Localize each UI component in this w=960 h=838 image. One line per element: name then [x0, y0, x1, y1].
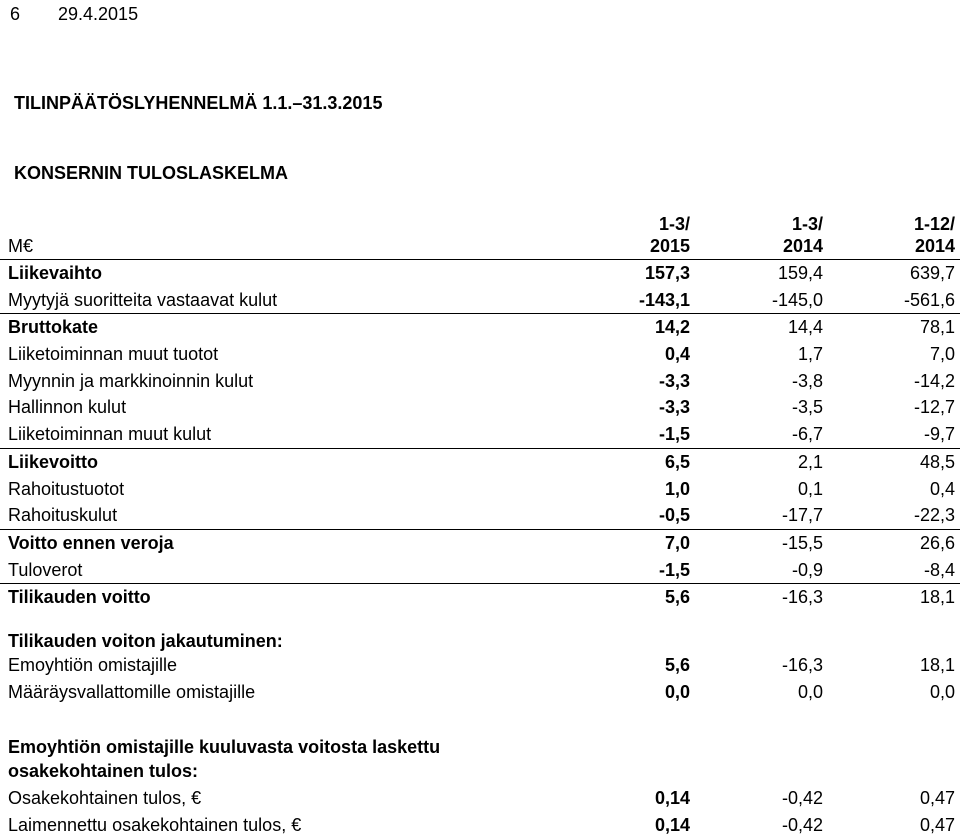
row-label: Liikevoitto: [8, 451, 99, 472]
value-col3: -12,7: [913, 397, 955, 418]
value-col1: 1,0: [664, 478, 690, 499]
column-header-line: 2015: [649, 236, 690, 256]
table-row: [0, 502, 960, 529]
column-header-line: 2014: [914, 236, 955, 256]
row-label: Rahoituskulut: [8, 505, 118, 526]
value-col1: 6,5: [664, 451, 690, 472]
table-row: [0, 287, 960, 314]
value-col2: -17,7: [781, 505, 823, 526]
column-header-line: 1-3/: [791, 214, 823, 234]
value-col3: 48,5: [919, 451, 955, 472]
value-col1: -3,3: [658, 397, 690, 418]
value-col3: 18,1: [919, 587, 955, 608]
value-col3: 78,1: [919, 317, 955, 338]
value-col1: 0,14: [654, 814, 690, 835]
table-row: [0, 368, 960, 395]
row-label: Tuloverot: [8, 559, 83, 580]
table-row: [0, 259, 960, 287]
distribution-title: Tilikauden voiton jakautuminen:: [8, 631, 283, 651]
report-title: TILINPÄÄTÖSLYHENNELMÄ 1.1.–31.3.2015: [14, 93, 383, 113]
table-row: [0, 313, 960, 341]
value-col3: 0,4: [929, 478, 955, 499]
value-col1: 14,2: [654, 317, 690, 338]
page-header: [10, 4, 139, 25]
column-header-q1-2015: [650, 213, 690, 257]
table-row: [0, 652, 960, 679]
value-col2: 2,1: [797, 451, 823, 472]
column-header-q1-2014: [783, 213, 823, 257]
value-col3: -561,6: [903, 289, 955, 310]
eps-title-line2: osakekohtainen tulos:: [8, 761, 199, 781]
distribution-table: [0, 652, 960, 705]
row-label: Bruttokate: [8, 317, 99, 338]
row-label: Tilikauden voitto: [8, 587, 151, 608]
table-row: [0, 394, 960, 421]
table-row: [0, 341, 960, 368]
section-title: KONSERNIN TULOSLASKELMA: [14, 163, 288, 183]
row-label: Liiketoiminnan muut tuotot: [8, 344, 219, 365]
value-col2: 1,7: [797, 344, 823, 365]
column-header-fy-2014: [914, 213, 955, 257]
value-col3: -22,3: [913, 505, 955, 526]
table-row: [0, 421, 960, 448]
value-col2: -3,5: [791, 397, 823, 418]
page-number: 6: [10, 4, 21, 24]
value-col3: -9,7: [923, 424, 955, 445]
value-col2: -0,42: [781, 814, 823, 835]
value-col1: 0,0: [664, 681, 690, 702]
value-col2: -145,0: [771, 289, 823, 310]
table-row: [0, 529, 960, 557]
row-label: Myynnin ja markkinoinnin kulut: [8, 370, 254, 391]
value-col3: -8,4: [923, 559, 955, 580]
value-col2: -0,9: [791, 559, 823, 580]
value-col3: 0,0: [929, 681, 955, 702]
table-row: [0, 583, 960, 611]
value-col3: -14,2: [913, 370, 955, 391]
value-col3: 639,7: [909, 263, 955, 283]
value-col1: -3,3: [658, 370, 690, 391]
value-col2: 159,4: [777, 263, 823, 283]
value-col2: 0,1: [797, 478, 823, 499]
column-headers: [0, 213, 960, 257]
value-col1: -1,5: [658, 424, 690, 445]
report-date: 29.4.2015: [58, 4, 139, 24]
value-col3: 26,6: [919, 532, 955, 553]
table-row: [0, 476, 960, 503]
table-row: [0, 812, 960, 838]
value-col2: -6,7: [791, 424, 823, 445]
value-col1: 0,14: [654, 788, 690, 808]
value-col1: -0,5: [658, 505, 690, 526]
value-col1: -1,5: [658, 559, 690, 580]
row-label: Voitto ennen veroja: [8, 532, 174, 553]
row-label: Liikevaihto: [8, 263, 103, 283]
income-statement-table: [0, 259, 960, 611]
row-label: Rahoitustuotot: [8, 478, 125, 499]
table-row: [0, 785, 960, 812]
value-col2: -0,42: [781, 788, 823, 808]
value-col2: 14,4: [787, 317, 823, 338]
value-col1: 0,4: [664, 344, 690, 365]
table-row: [0, 448, 960, 476]
value-col1: 157,3: [644, 263, 690, 283]
unit-label: M€: [8, 236, 34, 256]
row-label: Määräysvallattomille omistajille: [8, 681, 256, 702]
row-label: Osakekohtainen tulos, €: [8, 788, 202, 808]
table-row: [0, 679, 960, 706]
value-col3: 0,47: [919, 814, 955, 835]
row-label: Liiketoiminnan muut kulut: [8, 424, 212, 445]
value-col2: 0,0: [797, 681, 823, 702]
column-header-line: 2014: [782, 236, 823, 256]
row-label: Myytyjä suoritteita vastaavat kulut: [8, 289, 278, 310]
row-label: Emoyhtiön omistajille: [8, 655, 178, 675]
value-col2: -16,3: [781, 655, 823, 675]
value-col1: 5,6: [664, 587, 690, 608]
table-row: [0, 557, 960, 584]
column-header-line: 1-12/: [913, 214, 955, 234]
column-header-line: 1-3/: [658, 214, 690, 234]
value-col3: 18,1: [919, 655, 955, 675]
row-label: Laimennettu osakekohtainen tulos, €: [8, 814, 302, 835]
value-col2: -16,3: [781, 587, 823, 608]
value-col3: 0,47: [919, 788, 955, 808]
value-col1: -143,1: [638, 289, 690, 310]
value-col3: 7,0: [929, 344, 955, 365]
row-label: Hallinnon kulut: [8, 397, 127, 418]
eps-table: [0, 785, 960, 838]
value-col1: 5,6: [664, 655, 690, 675]
value-col1: 7,0: [664, 532, 690, 553]
value-col2: -15,5: [781, 532, 823, 553]
eps-title-line1: Emoyhtiön omistajille kuuluvasta voitosta laskettu: [8, 737, 441, 757]
value-col2: -3,8: [791, 370, 823, 391]
